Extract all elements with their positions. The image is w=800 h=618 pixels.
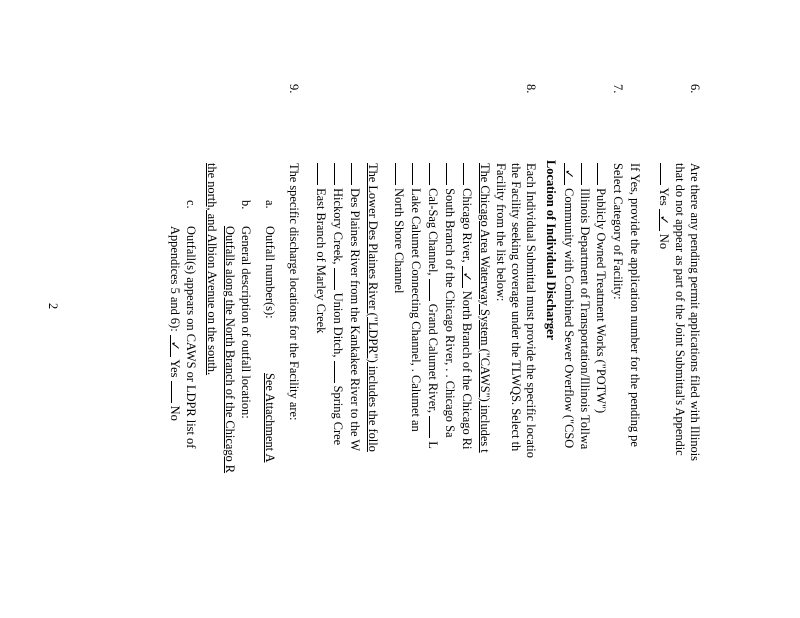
q9c-text1: Outfall(s) appears on CAWS or LDPR list of: [184, 226, 198, 449]
q9-number: 9.: [287, 84, 301, 94]
q7-line1: Select Category of Facility:: [611, 163, 625, 300]
q7-cso-checkmark[interactable]: ✓: [564, 163, 576, 185]
q9c-no-blank[interactable]: [171, 381, 183, 403]
caws-north-shore-label: North Shore Channel: [392, 188, 406, 294]
q6-yes-label: Yes: [657, 187, 671, 206]
caws-little-calumet-blank[interactable]: [429, 416, 441, 438]
caws-south-branch-label: South Branch of the Chicago River, . .: [443, 188, 457, 378]
q8-line2: the Facility seeking coverage under the TLWQS. Select th: [509, 163, 523, 452]
q9b-value-line1[interactable]: Outfalls along the North Branch of the Chicago R: [223, 226, 237, 474]
q8-number: 8.: [524, 84, 538, 94]
q6-no-label: No: [657, 233, 671, 250]
q7-number: 7.: [611, 84, 625, 94]
caws-chicago-sanitary-label: Chicago Sa: [443, 380, 457, 438]
q7-potw-blank[interactable]: [597, 163, 609, 185]
q6-yes-no-row: [656, 163, 672, 249]
q7-option-idot: [577, 163, 593, 449]
ldpr-row-2: [330, 163, 346, 445]
ldpr-row-3: [313, 163, 329, 333]
q7-idot-label: Illinois Department of Transportation/Illinois Tollwa: [578, 188, 592, 450]
q6-line3: If Yes, provide the application number for the pending pe: [628, 163, 642, 447]
caws-calumet-river-label: . Calumet an: [409, 368, 423, 432]
ldpr-intro: The Lower Des Plaines River ("LDPR") includes the follo: [366, 163, 380, 452]
q9b-value-line2[interactable]: the north, and Albion Avenue on the south.: [205, 163, 219, 376]
q7-option-potw: [593, 163, 609, 413]
ldpr-hickory-creek-blank[interactable]: [334, 163, 346, 185]
q9c-yes-label: Yes: [168, 359, 182, 378]
caws-south-branch-blank[interactable]: [446, 163, 458, 185]
ldpr-east-branch-blank[interactable]: [317, 163, 329, 185]
q9c-no-label: No: [168, 405, 182, 421]
caws-row-5: [391, 163, 407, 293]
page-number: 2: [46, 303, 60, 310]
section-heading: Location of Individual Discharger: [544, 160, 558, 341]
q9a-text: Outfall number(s):: [263, 226, 277, 319]
q9c-text2: Appendices 5 and 6):: [168, 226, 182, 332]
q9-line1: The specific discharge locations for the Facility are:: [287, 163, 301, 421]
q9c-label: c.: [184, 200, 198, 209]
caws-north-branch-checkmark[interactable]: ✓: [462, 266, 474, 288]
q9c-yes-checkmark[interactable]: ✓: [170, 335, 182, 357]
caws-grand-calumet-blank[interactable]: [429, 279, 441, 301]
q9a-label: a.: [263, 200, 277, 209]
caws-little-calumet-label: L: [426, 441, 440, 449]
caws-north-branch-label: North Branch of the Chicago Ri: [460, 290, 474, 450]
q6-yes-blank[interactable]: [660, 163, 672, 185]
caws-row-3: [425, 163, 441, 449]
ldpr-hickory-creek-label: Hickory Creek,: [331, 188, 345, 265]
q9a-value[interactable]: See Attachment A: [263, 373, 277, 463]
q8-line3: Facility from the list below:: [494, 163, 508, 302]
caws-row-1: [459, 163, 475, 450]
caws-chicago-river-blank[interactable]: [463, 163, 475, 185]
q6-line1: Are there any pending permit applications filed with Illinois: [688, 163, 702, 461]
ldpr-des-plaines-blank[interactable]: [351, 163, 363, 185]
caws-chicago-river-label: Chicago River,: [460, 188, 474, 263]
ldpr-spring-creek-label: Spring Cree: [331, 385, 345, 446]
caws-intro: The Chicago Area Waterway System ("CAWS") includes t: [478, 163, 492, 453]
caws-lake-calumet-label: Lake Calumet Connecting Channel,: [409, 188, 423, 366]
caws-cal-sag-blank[interactable]: [429, 163, 441, 185]
q7-idot-blank[interactable]: [581, 163, 593, 185]
q7-cso-label: Community with Combined Sewer Overflow ("CSO: [562, 188, 576, 449]
caws-cal-sag-label: Cal-Sag Channel,: [426, 188, 440, 276]
q9b-label: b.: [239, 200, 253, 210]
ldpr-row-1: [347, 163, 363, 451]
ldpr-spring-creek-blank[interactable]: [334, 361, 346, 383]
q6-no-checkmark[interactable]: ✓: [659, 209, 671, 231]
caws-north-shore-blank[interactable]: [395, 163, 407, 185]
caws-lake-calumet-blank[interactable]: [412, 163, 424, 185]
caws-row-4: [408, 163, 424, 432]
q9b-text: General description of outfall location:: [239, 226, 253, 419]
caws-grand-calumet-label: Grand Calumet River,: [426, 303, 440, 414]
ldpr-union-ditch-label: Union Ditch,: [331, 292, 345, 358]
ldpr-des-plaines-label: Des Plaines River from the Kankakee River to the W: [348, 188, 362, 452]
ldpr-union-ditch-blank[interactable]: [334, 268, 346, 290]
q9c-row: [167, 226, 183, 421]
caws-row-2: [442, 163, 458, 437]
ldpr-east-branch-label: East Branch of Marley Creek: [314, 188, 328, 334]
q6-number: 6.: [688, 84, 702, 94]
q6-line2: that do not appear as part of the Joint Submittal's Appendic: [673, 163, 687, 456]
q7-option-cso: [561, 163, 576, 448]
q8-line1: Each Individual Submittal must provide the specific locatio: [524, 163, 538, 458]
q7-potw-label: Publicly Owned Treatment Works ("POTW"): [594, 188, 608, 414]
